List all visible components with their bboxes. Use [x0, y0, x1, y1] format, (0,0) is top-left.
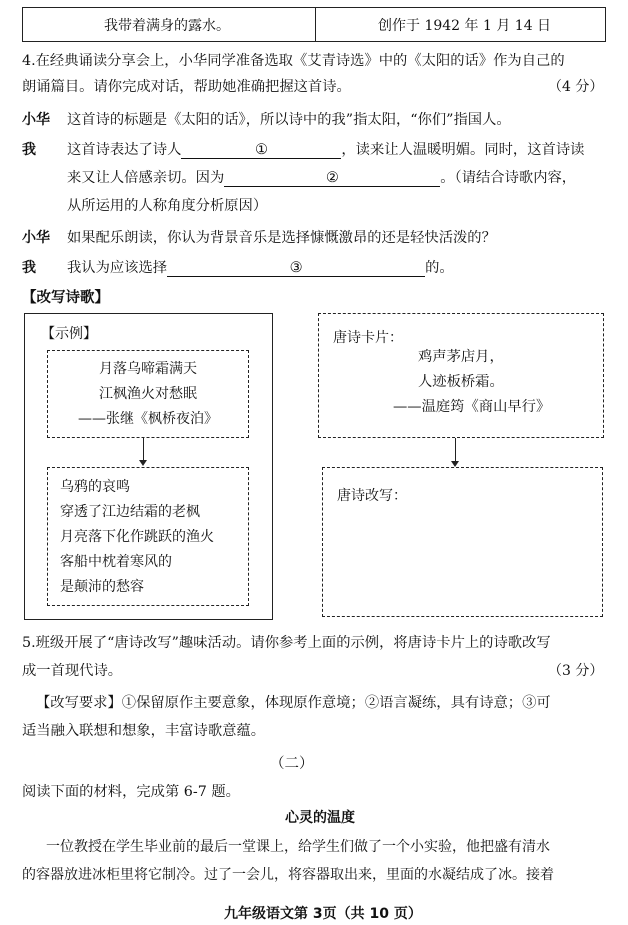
example-poem-line-1: 月落乌啼霜满天	[99, 361, 197, 377]
card-poem-line-2: 人迹板桥霜。	[418, 374, 504, 390]
dialog-line-2b	[67, 167, 576, 187]
passage-title: 心灵的温度	[285, 810, 355, 826]
top-table-right-cell: 创作于 1942 年 1 月 14 日	[378, 18, 552, 34]
dialog-line-2c: 从所运用的人称角度分析原因）	[67, 198, 268, 214]
example-rewrite	[60, 475, 214, 600]
dialog-speaker-1: 小华	[22, 112, 50, 128]
part2-marker: （二）	[270, 756, 314, 772]
blank-3-marker: ③	[289, 260, 303, 276]
answer-blank-3[interactable]	[167, 260, 425, 277]
q4-line1: 4.在经典诵读分享会上，小华同学准备选取《艾青诗选》中的《太阳的话》作为自己的	[22, 53, 565, 69]
part2-instruction: 阅读下面的材料，完成第 6-7 题。	[22, 784, 240, 800]
card-poem-line-1: 鸡声茅店月，	[418, 349, 504, 365]
card-arrow-line	[455, 438, 456, 462]
dialog-2-after: ，读来让人温暖明媚。同时，这首诗读	[341, 142, 585, 158]
q5-requirement-line2: 适当融入联想和想象，丰富诗歌意蕴。	[22, 723, 266, 739]
q5-line1: 5.班级开展了“唐诗改写”趣味活动。请你参考上面的示例，将唐诗卡片上的诗歌改写	[22, 635, 551, 651]
dialog-2-before: 这首诗表达了诗人	[67, 142, 182, 158]
poem-card-poem	[393, 345, 551, 420]
dialog-speaker-4: 我	[22, 260, 36, 276]
example-rewrite-line-4: 客船中枕着寒风的	[60, 554, 172, 570]
example-rewrite-line-3: 月亮落下化作跳跃的渔火	[60, 529, 214, 545]
page-footer: 九年级语文第 3页（共 10 页）	[224, 906, 422, 922]
q4-score: （4 分）	[548, 79, 604, 95]
rewrite-heading: 【改写诗歌】	[22, 290, 109, 306]
dialog-4-before: 我认为应该选择	[67, 260, 168, 276]
example-poem	[47, 357, 249, 432]
dialog-line-2a	[67, 139, 584, 159]
example-poem-attribution: ——张继《枫桥夜泊》	[78, 411, 218, 427]
top-table-divider	[315, 7, 316, 42]
passage-line2: 的容器放进冰柜里将它制冷。过了一会儿，将容器取出来，里面的水凝结成了冰。接着	[22, 867, 554, 883]
dialog-2-line2-after: 。（请结合诗歌内容，	[440, 170, 577, 186]
blank-2-marker: ②	[325, 170, 339, 186]
dialog-2-line2-before: 来又让人倍感亲切。因为	[67, 170, 225, 186]
example-arrow-line	[143, 438, 144, 462]
example-arrow-head	[139, 460, 147, 466]
q4-line2: 朗诵篇目。请你完成对话，帮助她准确把握这首诗。	[22, 79, 351, 95]
dialog-text-3: 如果配乐朗读，你认为背景音乐是选择慷慨激昂的还是轻快活泼的？	[67, 230, 496, 246]
rewrite-answer-label: 唐诗改写：	[337, 488, 407, 504]
example-label: 【示例】	[41, 326, 97, 342]
answer-blank-1[interactable]	[181, 142, 341, 159]
dialog-text-1: 这首诗的标题是《太阳的话》，所以诗中的我”指太阳，“你们”指国人。	[67, 112, 511, 128]
q5-score: （3 分）	[548, 663, 604, 679]
example-rewrite-line-2: 穿透了江边结霜的老枫	[60, 504, 200, 520]
dialog-speaker-2: 我	[22, 142, 36, 158]
answer-blank-2[interactable]	[224, 170, 440, 187]
top-table-left-cell: 我带着满身的露水。	[104, 18, 230, 34]
card-poem-attribution: ——温庭筠《商山早行》	[393, 399, 551, 415]
dialog-4-after: 的。	[425, 260, 454, 276]
example-poem-line-2: 江枫渔火对愁眠	[99, 386, 197, 402]
passage-line1: 一位教授在学生毕业前的最后一堂课上，给学生们做了一个小实验，他把盛有清水	[46, 839, 550, 855]
example-rewrite-line-1: 乌鸦的哀鸣	[60, 479, 130, 495]
dialog-line-4	[67, 257, 454, 277]
blank-1-marker: ①	[254, 142, 268, 158]
dialog-speaker-3: 小华	[22, 230, 50, 246]
poem-card-label: 唐诗卡片：	[333, 330, 403, 346]
q5-requirement-line1: 【改写要求】①保留原作主要意象，体现原作意境；②语言凝练，具有诗意；③可	[36, 695, 551, 711]
q5-line2: 成一首现代诗。	[22, 663, 123, 679]
example-rewrite-line-5: 是颠沛的愁容	[60, 579, 144, 595]
